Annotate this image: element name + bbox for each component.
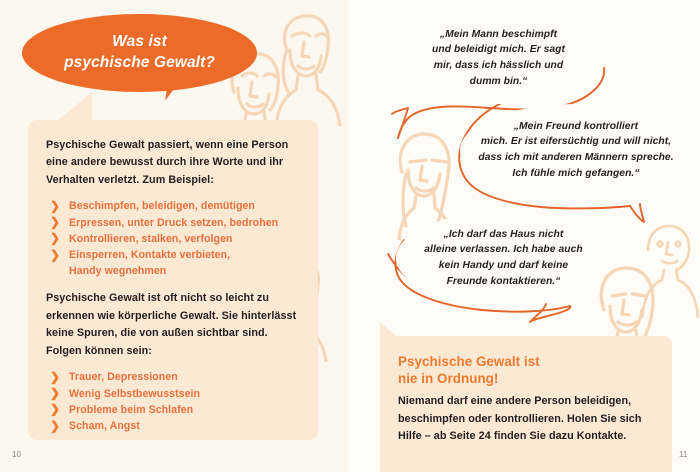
cta-heading-line1: Psychische Gewalt ist xyxy=(398,354,540,369)
quote-line: dumm bin.“ xyxy=(469,75,528,87)
cta-body-text: Niemand darf eine andere Person beleidigen, beschimpfen oder kontrollieren. Holen Sie sich Hilfe – ab Seite 24 finden Sie dazu Kontakte. xyxy=(398,395,642,443)
list-item-continuation xyxy=(48,263,301,279)
list-item xyxy=(48,247,301,263)
list-item-label: Erpressen, unter Druck setzen, bedrohen xyxy=(69,216,279,229)
page-number-left: 10 xyxy=(12,450,21,459)
cta-card xyxy=(380,336,672,472)
quote-line: kein Handy und darf keine xyxy=(438,260,569,271)
page-number-right: 11 xyxy=(679,450,688,459)
quote-line: dass ich mit anderen Männern spreche. xyxy=(478,152,674,163)
main-card-tail xyxy=(56,92,92,122)
chevron-right-icon: ❯ xyxy=(50,386,61,401)
list-item-label: Probleme beim Schlafen xyxy=(69,403,194,416)
list-item-label: Kontrollieren, stalken, verfolgen xyxy=(69,232,233,245)
quote-bubble-1 xyxy=(396,12,601,104)
list-item xyxy=(48,369,301,385)
consequences-list xyxy=(48,369,301,434)
quote-text xyxy=(418,227,588,290)
quote-line: mich. Er ist eifersüchtig und will nicht, xyxy=(480,136,672,148)
quote-line: mir, dass ich hässlich und xyxy=(433,60,564,71)
quote-line: „Ich darf das Haus nicht xyxy=(443,228,564,240)
quote-line: alleine verlassen. Ich habe auch xyxy=(424,244,583,256)
list-item xyxy=(48,418,301,434)
quote-bubble-2 xyxy=(460,104,692,196)
quote-line: und beleidigt mich. Er sagt xyxy=(432,44,565,56)
page-title xyxy=(54,32,225,74)
list-item xyxy=(48,198,301,214)
page-title-line2: psychische Gewalt? xyxy=(64,54,215,71)
chevron-right-icon: ❯ xyxy=(50,215,61,230)
chevron-right-icon: ❯ xyxy=(50,402,61,417)
list-item xyxy=(48,402,301,418)
quote-text xyxy=(426,27,571,90)
quote-line: Freunde kontaktieren.“ xyxy=(446,275,561,287)
quote-line: Ich fühle mich gefangen.“ xyxy=(512,167,640,179)
list-item-label: Einsperren, Kontakte verbieten, xyxy=(69,249,231,262)
title-bubble xyxy=(22,14,257,92)
quote-bubble-3 xyxy=(396,212,611,304)
examples-list xyxy=(48,198,301,279)
quote-line: „Mein Freund kontrolliert xyxy=(513,120,639,132)
list-item-label: Scham, Angst xyxy=(69,420,140,433)
cta-heading-line2: nie in Ordnung! xyxy=(398,371,499,387)
main-info-card xyxy=(28,120,318,440)
list-item xyxy=(48,386,301,402)
list-item xyxy=(48,215,301,231)
list-item xyxy=(48,231,301,247)
quote-text xyxy=(472,119,679,182)
list-item-label: Wenig Selbstbewusstsein xyxy=(69,387,201,400)
chevron-right-icon: ❯ xyxy=(50,198,61,213)
cta-heading xyxy=(398,353,654,387)
quote-line: „Mein Mann beschimpft xyxy=(439,28,558,40)
list-item-label: Beschimpfen, beleidigen, demütigen xyxy=(69,200,255,213)
middle-paragraph: Psychische Gewalt ist oft nicht so leicht zu erkennen wie körperliche Gewalt. Sie hinterlässt keine Spuren, die von außen sichtbar sind. Folgen können sein: xyxy=(46,292,297,357)
list-item-label: Handy wegnehmen xyxy=(69,265,167,278)
chevron-right-icon: ❯ xyxy=(50,247,61,262)
chevron-right-icon: ❯ xyxy=(50,418,61,433)
intro-paragraph: Psychische Gewalt passiert, wenn eine Person eine andere bewusst durch ihre Worte und ihr Verhalten verletzt. Zum Beispiel: xyxy=(46,139,289,186)
page-title-line1: Was ist xyxy=(112,33,167,51)
list-item-label: Trauer, Depressionen xyxy=(69,371,178,384)
chevron-right-icon: ❯ xyxy=(50,231,61,246)
chevron-right-icon: ❯ xyxy=(50,369,61,384)
